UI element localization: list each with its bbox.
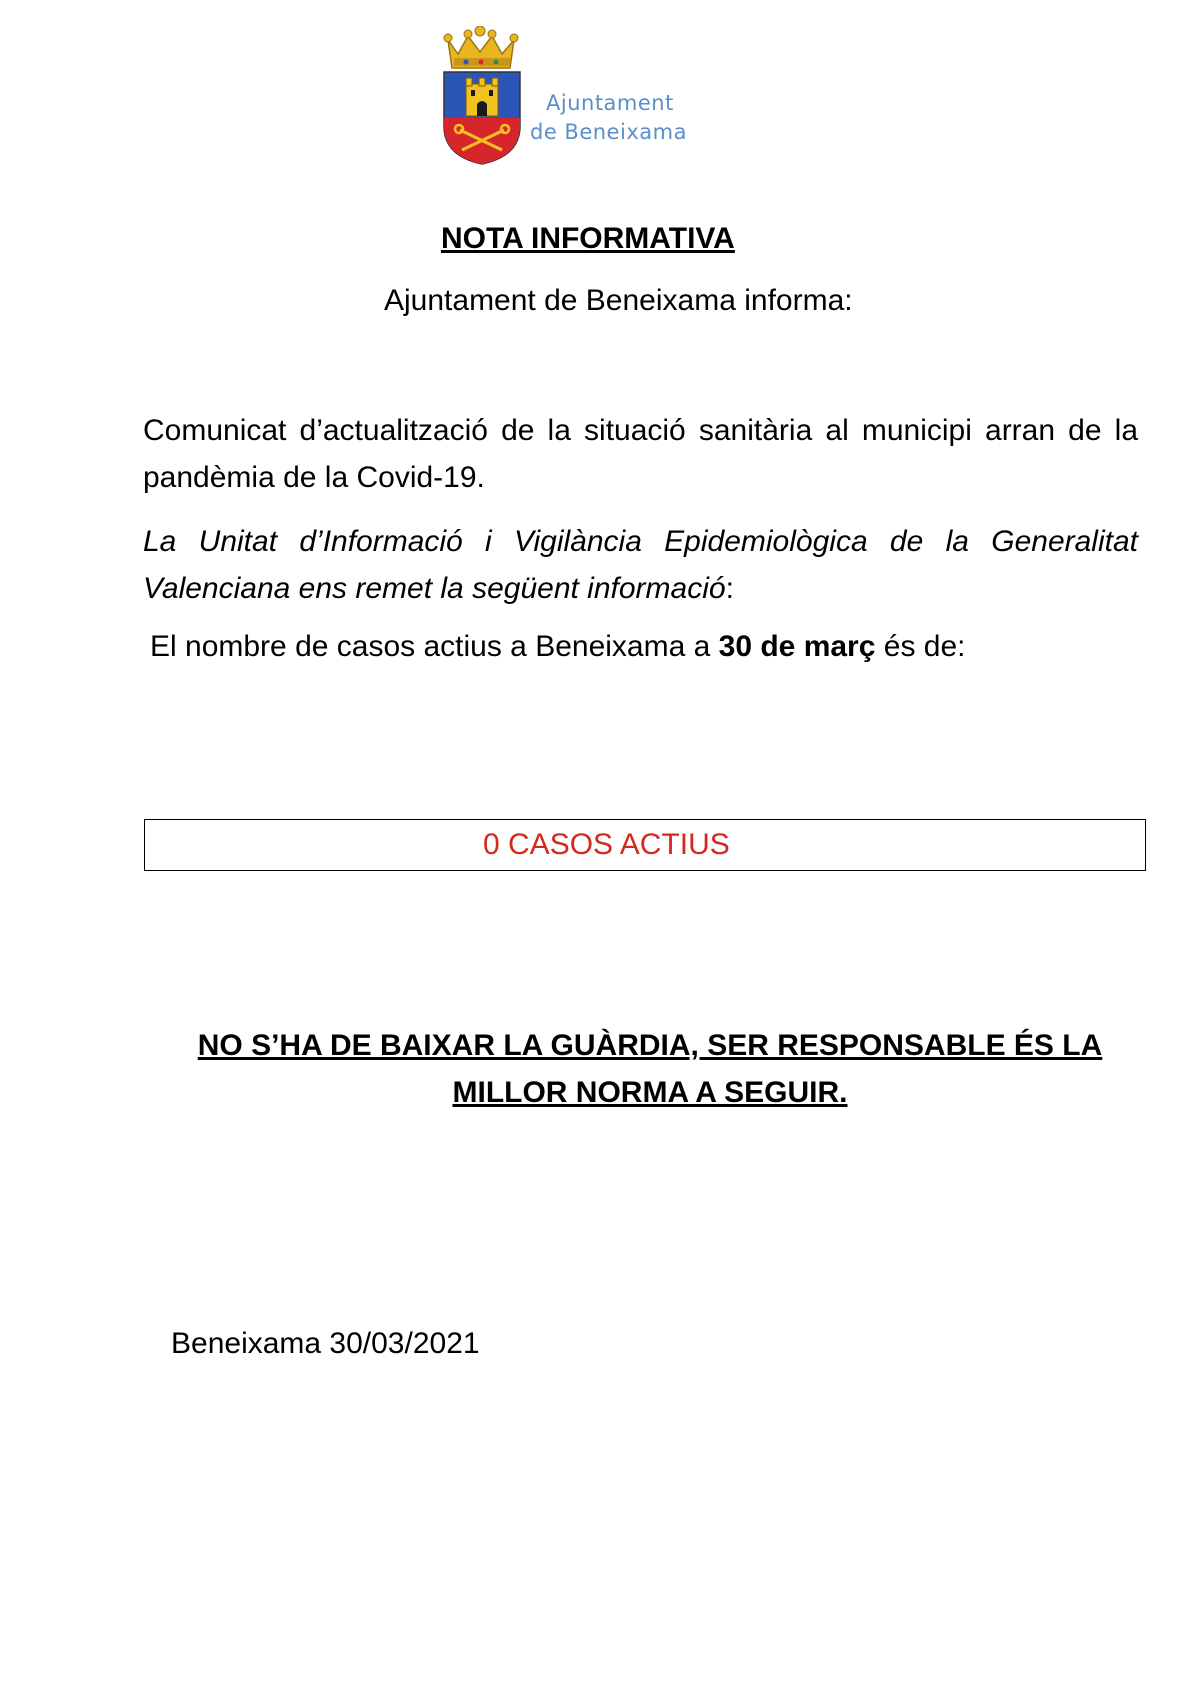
municipal-logo <box>438 26 738 166</box>
paragraph-source-text: La Unitat d’Informació i Vigilància Epidemiològica de la Generalitat Valenciana ens remet la següent informació <box>143 525 1138 605</box>
coat-of-arms-icon <box>438 26 528 166</box>
place-date: Beneixama 30/03/2021 <box>171 1327 480 1360</box>
cases-intro-date: 30 de març <box>718 630 876 663</box>
paragraph-source <box>143 518 1138 612</box>
paragraph-cases-intro <box>150 630 965 664</box>
cases-intro-after: és de: <box>875 630 966 663</box>
paragraph-source-colon: : <box>725 572 734 605</box>
logo-text-line2: de Beneixama <box>530 120 687 144</box>
cases-box <box>144 819 1146 871</box>
warning-line2: MILLOR NORMA A SEGUIR. <box>452 1076 848 1109</box>
subtitle: Ajuntament de Beneixama informa: <box>384 284 853 317</box>
active-cases: 0 CASOS ACTIUS <box>483 828 730 861</box>
cases-intro-before: El nombre de casos actius a Beneixama a <box>150 630 719 663</box>
logo-text-line1: Ajuntament <box>546 91 674 115</box>
page-title: NOTA INFORMATIVA <box>441 222 735 255</box>
warning-message <box>140 1022 1160 1116</box>
paragraph-update: Comunicat d’actualització de la situació sanitària al municipi arran de la pandèmia de la Covid-19. <box>143 414 1138 494</box>
warning-line1: NO S’HA DE BAIXAR LA GUÀRDIA, SER RESPONSABLE ÉS LA <box>197 1029 1103 1062</box>
